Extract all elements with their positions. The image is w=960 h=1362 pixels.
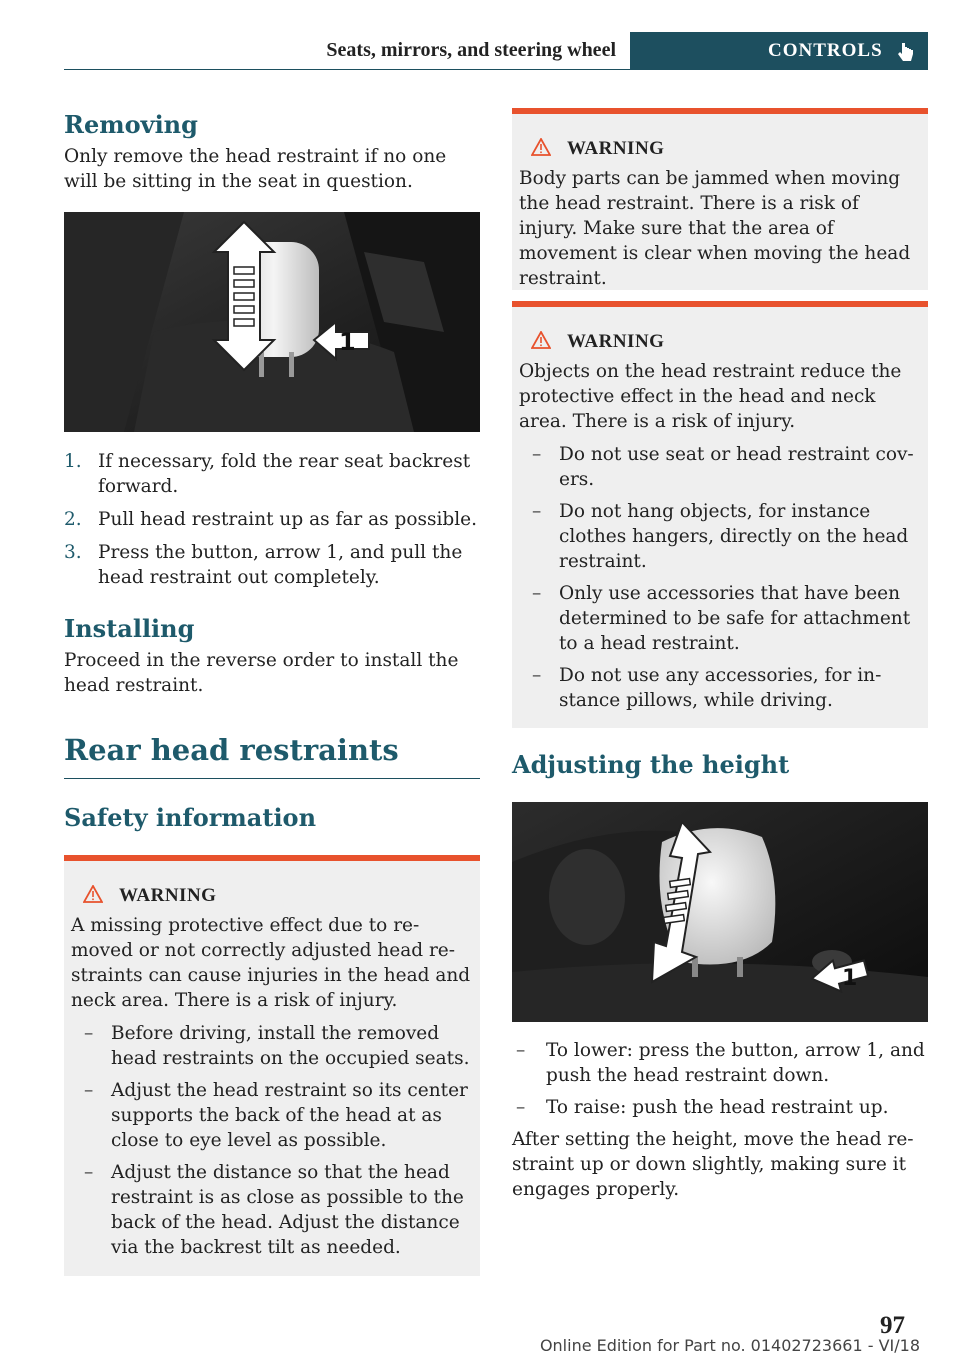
list-item: – Before driving, install the removed head restraints on the occupied seats. [84, 1023, 470, 1069]
warning-triangle-icon [531, 138, 553, 160]
list-item-text: Do not use seat or head restraint cov-ers. [559, 444, 914, 490]
right-column [512, 108, 928, 1202]
warning-title: WARNING [567, 331, 665, 352]
list-item: – Do not use any accessories, for in-stance pillows, while driving. [532, 665, 882, 711]
list-item-text: Adjust the distance so that the head restraint is as close as possible to the back of the head. Adjust the distance via the backrest tilt as needed. [111, 1162, 464, 1258]
warning-list [519, 442, 921, 713]
arrow-1-label: 1 [339, 328, 356, 356]
warning-box [512, 301, 928, 728]
warning-triangle-icon [531, 331, 553, 353]
running-header-chapter [630, 32, 928, 70]
chapter-label: CONTROLS [768, 40, 883, 61]
warning-title: WARNING [567, 138, 665, 159]
list-item [64, 540, 480, 590]
removal-steps [64, 449, 480, 590]
page-number: 97 [880, 1312, 905, 1339]
adjusting-height-heading: Adjusting the height [512, 750, 790, 779]
installing-heading: Installing [64, 614, 195, 643]
list-item: – Adjust the head restraint so its center supports the back of the head at as close to eye level as possible. [84, 1080, 468, 1151]
list-item-text: Adjust the head restraint so its center supports the back of the head at as close to eye level as possible. [111, 1080, 468, 1151]
step-text: If necessary, fold the rear seat backrest forward. [98, 451, 471, 497]
list-item: – To lower: press the button, arrow 1, and push the head restraint down. [516, 1040, 925, 1086]
warning-list [71, 1021, 473, 1260]
arrow-1-label: 1 [842, 966, 858, 991]
warning-box [64, 855, 480, 1276]
warning-title: WARNING [119, 885, 217, 906]
list-item-text: Only use accessories that have been determined to be safe for attachment to a head restraint. [559, 583, 911, 654]
adjust-paragraph: After setting the height, move the head re-straint up or down slightly, making sure it engages properly. [512, 1129, 914, 1200]
left-column [64, 108, 480, 1276]
warning-title-row [519, 138, 921, 160]
list-item-text: Do not hang objects, for instance clothes hangers, directly on the head restraint. [559, 501, 909, 572]
warning-text: A missing protective effect due to re-moved or not correctly adjusted head re-straints can cause injuries in the head and neck area. There is a risk of injury. [71, 915, 471, 1011]
list-item-text: To raise: push the head restraint up. [546, 1097, 889, 1118]
edition-footer: Online Edition for Part no. 01402723661 - VI/18 [539, 1336, 920, 1355]
running-header-section: Seats, mirrors, and steering wheel [64, 32, 630, 70]
list-item: – Only use accessories that have been determined to be safe for attachment to a head restraint. [532, 583, 911, 654]
removal-illustration [64, 212, 480, 432]
list-item: – Do not use seat or head restraint cov-ers. [532, 444, 914, 490]
warning-title-row [71, 885, 473, 907]
list-item-text: To lower: press the button, arrow 1, and push the head restraint down. [546, 1040, 925, 1086]
step-text: Press the button, arrow 1, and pull the head restraint out completely. [98, 542, 463, 588]
list-item: – Do not hang objects, for instance clothes hangers, directly on the head restraint. [532, 501, 909, 572]
list-item: – To raise: push the head restraint up. [516, 1097, 889, 1118]
list-item [64, 507, 480, 532]
list-item-text: Before driving, install the removed head restraints on the occupied seats. [111, 1023, 470, 1069]
list-item-text: Do not use any accessories, for in-stance pillows, while driving. [559, 665, 882, 711]
head-restraint-removal-figure [64, 212, 480, 432]
list-item [64, 449, 480, 499]
touch-pointer-icon [896, 41, 916, 63]
safety-information-heading: Safety information [64, 803, 317, 832]
rear-head-restraints-heading: Rear head restraints [64, 733, 399, 767]
removing-paragraph: Only remove the head restraint if no one will be sitting in the seat in question. [64, 146, 447, 192]
warning-box [512, 108, 928, 290]
adjust-illustration [512, 802, 928, 1022]
rear-head-restraints-section-heading [64, 730, 480, 779]
warning-text: Objects on the head restraint reduce the protective effect in the head and neck area. There is a risk of injury. [519, 361, 902, 432]
warning-title-row [519, 331, 921, 353]
list-item: – Adjust the distance so that the head restraint is as close as possible to the back of the head. Adjust the distance via the backrest tilt as needed. [84, 1162, 464, 1258]
step-number: 1. [64, 451, 82, 472]
warning-text: Body parts can be jammed when moving the head restraint. There is a risk of injury. Make sure that the area of movement is clear when moving the head restraint. [519, 168, 911, 289]
removing-heading: Removing [64, 110, 198, 139]
step-number: 2. [64, 509, 82, 530]
head-restraint-adjust-figure [512, 802, 928, 1022]
step-number: 3. [64, 542, 82, 563]
step-text: Pull head restraint up as far as possible. [98, 509, 477, 530]
warning-triangle-icon [83, 885, 105, 907]
installing-paragraph: Proceed in the reverse order to install the head restraint. [64, 650, 459, 696]
adjust-list [512, 1038, 928, 1120]
